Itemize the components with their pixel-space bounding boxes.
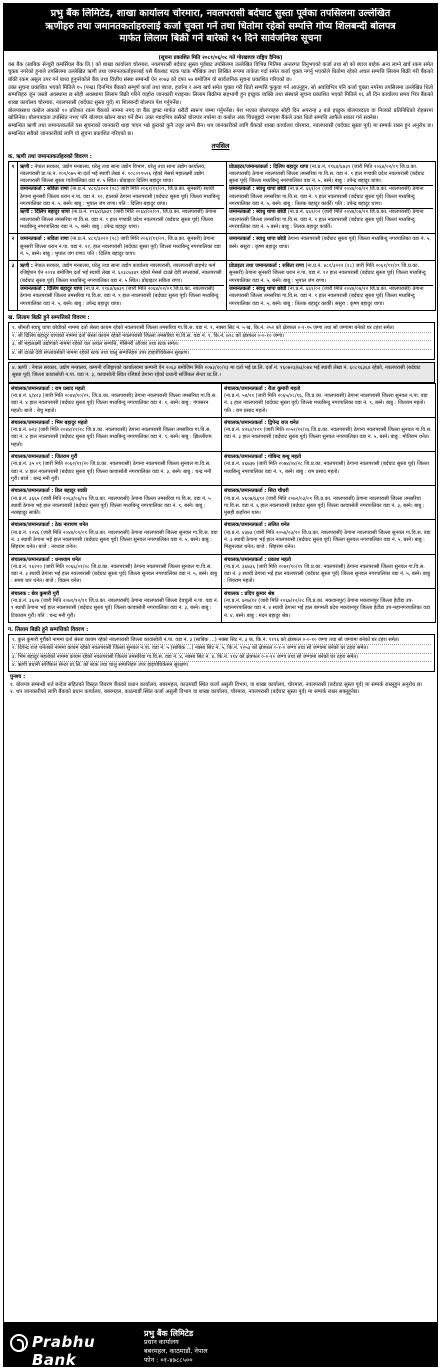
- director-label: संचालक/जमानतकर्ता : द्विपेन्द्र राज थनेत: [224, 419, 299, 426]
- borrower-cell-left: [18, 261, 227, 311]
- section-lands-heading: ख. लिलाम बिक्री हुने सम्पत्तिको विवरण :: [8, 314, 90, 321]
- footer: [4, 1322, 437, 1366]
- directors-table: [8, 383, 436, 623]
- borrower-cell-left: [18, 161, 227, 234]
- director-label: संचालक : छेत्र कुमारी गुरौं: [11, 590, 59, 597]
- party-label: प्रोप्राइटर तथा जमानतकर्ता : सबिता राणा: [229, 263, 304, 270]
- footer-office: प्रधान कार्यालय: [144, 1338, 179, 1346]
- party-entry: [229, 285, 433, 308]
- director-cell-left: [9, 554, 222, 588]
- note-item: २. थप जानकारीको लागि बैंकको प्रधान कार्यालय, बबरमहल, काठमाडौं स्थित कर्जा असुली विभाग वा शाखा कार्यालय, चोरमारा, नवलपरासी (बर्दघाट सुस्ता पूर्व) मा सम्पर्क राख्न सक्नुहुनेछ।: [10, 689, 360, 696]
- director-cell-left: [9, 520, 222, 554]
- schedule-title: तपसिल: [211, 141, 230, 150]
- borrower-row: [9, 234, 436, 261]
- director-label: संचालक/जमानतकर्ता : राम प्रसाद महतो: [11, 385, 85, 392]
- header-line-3: मार्फत लिलाम बिक्री गर्ने बारेको १५ दिने सार्वजनिक सूचना: [119, 33, 322, 44]
- director-cell-left: [9, 452, 222, 486]
- section-borrowers-heading: क. ऋणी तथा जमानतकर्ताहरुको विवरण :: [8, 153, 92, 160]
- footer-address: बबरमहल, काठमाडौं, नेपाल: [144, 1347, 208, 1355]
- party-entry: [229, 208, 433, 231]
- party-label: जमानतकर्ता : स्वाधु थापा छोप्री: [229, 209, 287, 216]
- land-item: ४. श्री दाउन्ने देवी सप्लायर्सको नाममा रहेको स्टक तथा चालु सम्पत्तिहरु उपर हाइपोथिकेसन सुरक्षण।: [12, 349, 190, 356]
- director-cell-right: [222, 383, 436, 417]
- land-item: १. कुल कुमारी गुरौंको नाममा दर्ता श्रेस्ता कायम रहेको नवलपरासी जिल्ला कावासोती न.पा. वडा नं. ३ (साबिक ...) नक्सा सिट नं. ३ क, कि.नं. ११९६ को क्षेत्रफल ०-०-१० जग्गा तथा सो जग्गामा बनेको घर टहरा समेत।: [12, 637, 431, 645]
- lands-list-2: [8, 634, 435, 672]
- director-label: संचालक/जमानतकर्ता : जितराम गुरौं: [11, 454, 78, 461]
- footer-bank-name: प्रभु बैंक लिमिटेड: [144, 1329, 194, 1338]
- borrower-number: ३: [9, 261, 18, 311]
- director-row: [9, 417, 436, 451]
- director-label: संचालक/जमानतकर्ता : ललित थनेत: [224, 522, 290, 529]
- director-details: (ना.प्र.नं. ३६६५ (जारी मिति २०६३/०६/१४ जि.प्र.का. नवलपरासी) ठेगाना जिल्ला तमसरिया गा.वि.स. वडा नं. ५ स्थायी ठेगाना भई हाल नवलपरासी (बर्दघाट सुस्ता पूर्व) जिल्ला मध्यबिन्दु नगरपालिका वडा नं. ९, बस्ने। बाबु : नरबहादुर साकी।: [11, 495, 211, 517]
- director-details: (ना.प्र.नं. ४६०७/६६९२ (जारी मिति २०७२/०३/०९ जि.प्र.का. नवलपरासी) ठेगाना नवलपरासी जिल्ला तमसरिया गा.वि.स. वडा नं. ६ हाल नवलपरासी (बर्दघाट सुस्ता पूर्व) जिल्ला कावासोती नगरपालिका वडा नं. ३, बस्ने। बाबु : मुसही कहाँरान थारु।: [224, 495, 425, 517]
- header-line-2: ऋणीहरु तथा जमानतकर्ताहरुलाई कर्जा चुक्ता गर्ने तथा धितोमा रहेको सम्पत्ति गोप्य शिलबन्दी बोलपत्र: [45, 20, 396, 32]
- party-label: जमानतकर्ता : दिलिप बहादुर थापा: [20, 285, 83, 292]
- director-cell-left: [9, 588, 222, 622]
- director-cell-right: [222, 417, 436, 451]
- director-details: (ना.प्र.नं. ३६७३६ (जारी मिति २०७१/१०/११ जि.प्र.का. नवलपरासी) ठेगाना नवलपरासी जिल्ला सुनवल गा.वि.स. वडा नं. ३ स्थायी ठेगाना भई हाल नवलपरासी (बर्दघाट सुस्ता पूर्व) जिल्ला सुनवल नगरपालिका वडा नं. ५, बस्ने। बाबु : शिवराम महतो।: [224, 563, 430, 585]
- director-details: (ना.प्र.नं. ५४/२१ (जारी मिति २०६५/०८/१६, जि.प्र.का. नवलपरासी) ठेगाना नवलपरासी जिल्ला सुनवल न.पा. वडा नं. ३ हाल नवलपरासी (बर्दघाट सुस्ता पूर्व) जिल्ला मध्यबिन्दु नगरपालिका वडा नं. ९, बस्ने। बाबु : जितराम महतो। पति : राम प्रसाद महतो।: [224, 392, 428, 414]
- director-row: [9, 520, 436, 554]
- party-details: (ना.प्र.नं. १९६४/६७३९ (जारी मिति २०६४/०२/०९ जि.प्र.का. नवलपरासी) ठेगाना नवलपरासी जिल्ला तमसरिया गा.वि.स. वडा नं. ९ हाल गण्डकी प्रदेश नवलपरासी (बर्दघाट सुस्ता पूर्व) जिल्ला मध्यबिन्दु नगरपालिका वडा नं. ५, बस्ने। बाबु : उपेन्द्र बहादुर थापा।: [229, 163, 425, 185]
- borrower-cell-right: [227, 234, 436, 261]
- section-lands-2-heading: ग. लिलाम बिक्री हुने सम्पत्तिको विवरण :: [8, 626, 89, 633]
- publication-note: (सूचना प्रकाशित मिति २०८१/०६/०८ गते गोरखापत्र राष्ट्रिय दैनिक): [158, 54, 283, 61]
- party-details: (ना.प्र.नं. १९६४/६७३९ (जारी मिति २०६४/०२/०९, जि.प्र.का. नवलपरासी) ठेगाना नवलपरासी जिल्ला तमसरिया गा.वि.स. वडा नं. ९ हाल गण्डकी प्रदेश नवलपरासी (बर्दघाट सुस्ता पूर्व) जिल्ला मध्यबिन्दु नगरपालिका वडा नं. ५, बस्ने। बाबु : उपेन्द्र बहादुर थापा।: [20, 209, 217, 230]
- notice-header: [4, 4, 437, 51]
- company-borrower: ४. ऋणी : नेपाल सरकार, उद्योग मन्त्रालय, कम्पनी रजिष्ट्रारको कार्यालयमा कम्पनी ऐन २०६३ बमोजिम मिति २०७३/१०/२३ मा दर्ता भई प्रा.लि. दर्ता नं. १६०७२३/७३/०७४ भई स्थायी लेखा नं. ६०८९६३६४ रहेको, नवलपरासी (बर्दघाट सुस्ता पूर्व) जिल्ला कावासोती न.पा. वडा नं. ३, कावासोती स्थित रजिष्टर्ड ठेगाना रहेको प्रधानी सर्जिकल सेन्टर प्रा.लि.।: [8, 362, 435, 383]
- borrower-cell-right: [227, 161, 436, 234]
- director-label: संचालक/जमानतकर्ता : भिम बहादुर महतो: [11, 419, 88, 426]
- prabhu-logo-icon: [10, 1334, 28, 1352]
- party-entry: [20, 263, 224, 285]
- party-details: नेपाल सरकार, उद्योग मन्त्रालय, घरेलु तथा साना उद्योग कार्यालय नवलपरासी, नवलपरासी प्राइभेट फर्म रजिष्ट्रेशन ऐन २०१४ बमोजिम दर्ता भई स्थायी लेखा नं. ६०३८७३४९ रहेको मेसर्स दाउन्ने देवी सप्लायर्स, नवलपरासी (बर्दघाट सुस्ता पूर्व) जिल्ला मध्यबिन्दु नगरपालिका वडा नं. ५ स्थित। प्रोप्राइटर सबिता राणा।: [20, 263, 222, 284]
- director-details: (ना.प्र.नं. ४२६०/१२९ (जारी मिति २०५२/१२/२६ जि.प्र.का. नवलपरासी) ठेगाना नवलपरासी जिल्ला सुनवल गा.वि.स. वडा नं. ३ हाल नवलपरासी (बर्दघाट सुस्ता पूर्व) जिल्ला सुनवल नगरपालिका वडा नं. ५, बस्ने। बाबु : मोतिराम थनेत।: [224, 427, 432, 441]
- land-item: २. दिपेन्द्र राज थनेतको नाममा कायम रहेको नवलपरासी जिल्ला सुनवल न.पा. वडा नं. ५ (साबिक ...) नक्सा सिट नं. ५, कि.नं. १२५३ को क्षेत्रफल ०-१-० जग्गा तथा सो जग्गामा बनेको घर टहरा समेत।: [12, 645, 431, 653]
- bank-logo: [10, 1332, 130, 1367]
- party-entry: [229, 236, 433, 251]
- land-item: २. श्री दिलिप बहादुर थापाको नाममा दर्ता श्रेस्ता कायम रहेको नवलपरासी जिल्ला तमसरिया गा.वि.स. वडा नं. ९, कि.नं. ७९८ को क्षेत्रफल ०-०-१० जग्गा।: [12, 333, 431, 341]
- director-details: (ना.प्र.नं. ७१७/१२ (जारी मिति २०६७/१२/२८ जि.प्र.का. मकवानपुर) ठेगाना मकवानपुर जिल्ला हेटौंडा उप-महानगरपालिका वडा नं. ४ स्थायी ठेगाना भई हाल बागमती प्रदेश मकवानपुर जिल्ला हेटौंडा उप-महानगरपालिका वडा नं. ४, बस्ने। बाबु : मदन बहादुर श्रेष्ठ।: [224, 598, 431, 619]
- director-row: [9, 452, 436, 486]
- notes: [8, 674, 435, 697]
- party-details: (ना.प्र.नं. ४८१/३२२२ (१८) जारी मिति २०६१/११/०९, जि.प्र.का. सुनसरी) स्थायी ठेगाना सुनसरी जिल्ला धरान न.पा. वडा नं. १२, हालको ठेगाना नवलपरासी (बर्दघाट सुस्ता पूर्व) जिल्ला मध्यबिन्दु नगरपालिका वडा नं. ५, बस्ने। बाबु : भुपाल जंग राणा। पति : दिलिप बहादुर थापा।: [20, 186, 220, 208]
- party-label: जमानतकर्ता : सविता राणा: [20, 186, 69, 193]
- party-entry: [229, 164, 433, 186]
- director-label: संचालक/जमानतकर्ता : धनश्याम थनेत: [11, 556, 81, 563]
- director-cell-left: [9, 486, 222, 520]
- intro-paragraph: सम्बन्धित ऋणी तथा जमानतकर्ताले यस सूचनाको जानकारी थाहा पाएन भन्ने कुराको कुनै उजुर लाग्ने छैन। थप जानकारीको लागि बैंकको शाखा कार्यालय चोरमारा, नवलपरासी (बर्दघाट सुस्ता पूर्व) मा सम्पर्क राख्न हुन अनुरोध छ। सम्बन्धित सबैको जानकारीको लागि यो सूचना प्रकाशित गरिएको छ।: [8, 123, 433, 137]
- director-details: (ना.प्र.नं. ६/४२३ (जारी मिति २०४४/१०/२९, जि.प्र.का. नवलपरासी) ठेगाना नवलपरासी जिल्ला तमसरिया गा.वि.स. वडा नं. ४ हाल नवलपरासी (बर्दघाट सुस्ता पूर्व) जिल्ला मध्यबिन्दु नगरपालिका वडा नं. ९, बस्ने। बाबु : गंगासरन महतो। बाजे : बेचु महतो।: [11, 392, 217, 414]
- director-cell-left: [9, 417, 222, 451]
- borrower-number: २: [9, 234, 18, 261]
- party-label: जमानतकर्ता : स्वाधु थापा छोप्री: [229, 285, 287, 292]
- borrower-number: १: [9, 161, 18, 234]
- party-details: (ना.प्र.नं. ६६१/०२ (जारी मिति २०४४/०४/२२ जि.प्र.का. नवलपरासी) ठेगाना नवलपरासी जिल्ला तमसरिया गा.वि.स. वडा नं. ९ हाल नवलपरासी (बर्दघाट सुस्ता पूर्व) जिल्ला मध्यबिन्दु नगरपालिका वडा नं. ५, बस्ने। बाबु : तिलक बहादुर कार्की। ससुरा : कृष्ण बहादुर थापा।: [229, 285, 424, 307]
- director-details: (ना.प्र.नं. ४३७३ (जारी मिति २०५४/०३/२० जि.प्र.का. नवलपरासी) ठेगाना नवलपरासी जिल्ला सुनवल गा.वि.स. वडा नं. ३ स्थायी ठेगाना भई हाल नवलपरासी (बर्दघाट सुस्ता पूर्व) जिल्ला सुनवल नगरपालिका वडा नं. ५, बस्ने। बाबु : मिसुनलाल थनेत। बाजे : सिंहराम थनेत।: [224, 529, 431, 551]
- intro-text: [4, 62, 437, 139]
- director-label: संचालक/जमानतकर्ता : प्रकाश महतो: [224, 556, 291, 563]
- director-cell-right: [222, 486, 436, 520]
- director-row: [9, 588, 436, 622]
- director-details: (ना.प्र.नं. १२४६ (जारी मिति २०४४/०१/०९ जि.प्र.का. नवलपरासी) ठेगाना नवलपरासी जिल्ला सुनवल गा.वि.स. वडा नं. ३ स्थायी ठेगाना भई हाल नवलपरासी (बर्दघाट सुस्ता पूर्व) जिल्ला सुनवल नगरपालिका वडा नं. ५, बस्ने। बाबु : सिंहराम थनेत। बाजे : नरध्वज थनेत।: [11, 529, 218, 551]
- director-label: संचालक/जमानतकर्ता : सिरा चौधरी: [224, 488, 289, 495]
- director-cell-right: [222, 452, 436, 486]
- director-label: संचालक/जमानतकर्ता : डिल बहादुर साकी: [11, 488, 88, 495]
- party-details: (ना.प्र.नं. ४८१/३२२२ (१८) जारी मिति २०६१/११/०९ जि.प्र.का. सुनसरी) ठेगाना सुनसरी जिल्ला धरान न.पा. वडा नं. १२ हाल नवलपरासी (बर्दघाट सुस्ता पूर्व) जिल्ला मध्यबिन्दु नगरपालिका वडा नं. ५, बस्ने। बाबु : भुपाल जंग राणा।: [229, 263, 426, 284]
- party-entry: [20, 236, 224, 258]
- intro-paragraph: बोलपत्रसाथ कबोल अंकको १० प्रतिशत रकम बैंकको नाममा नगद वा बैंक ड्राफ्ट मार्फत धरौटी स्वरूप जम्मा गर्नुपर्नेछ। पेश भएका बोलपत्रहरु सोही दिन अपरान्ह ३ बजे इच्छुक बोलपत्रदाता वा निजको प्रतिनिधिको रोहबरमा खोलिनेछ। बोलपत्रदाता उपस्थित नभए पनि बोलपत्र खोल्न बाधा पर्ने छैन। उक्त म्यादभित्र कसैको बोलपत्र नपरेमा वा कबोल अंक चित्तबुझ्दो नभएमा बैंकले उक्त धितो सम्पत्ति आफैले सकार गर्न सक्नेछ।: [8, 107, 433, 122]
- party-entry: [20, 208, 224, 231]
- director-details: (ना.प्र.नं. ३६२७ (जारी मिति २०७१/१२/१९ जि.प्र.का. नवलपरासी) ठेगाना नवलपरासी जिल्ला देवचुली न.पा. वडा नं. ९ स्थायी ठेगाना भई हाल नवलपरासी (बर्दघाट सुस्ता पूर्व) जिल्ला कावासोती नगरपालिका वडा नं. ३, बस्ने। बाबु : टिकाराम गुरौं। पति : चन्द्र मनी गुरौं।: [11, 598, 219, 619]
- footer-phone: फोन : ०१-४७८८५००: [144, 1356, 193, 1364]
- land-item: १. श्रीमती स्वाधु थापा छोप्रीको नाममा दर्ता श्रेस्ता कायम रहेको नवलपरासी जिल्ला तमसरिया गा.वि.स. वडा नं. ९, नक्सा सिट नं. ५ ख, कि.नं. २५२ को क्षेत्रफल ०-१-१५ जग्गा तथा सो जग्गामा बनेको घर टहरा समेत।: [12, 325, 431, 333]
- party-entry: [20, 164, 224, 186]
- party-details: (ना.प्र.नं. १९६४/६७३९ (जारी मिति २०६४/०२/०९ जि.प्र.का. नवलपरासी) ठेगाना नवलपरासी जिल्ला तमसरिया गा.वि.स. वडा नं. ९ हाल नवलपरासी (बर्दघाट सुस्ता पूर्व) जिल्ला मध्यबिन्दु नगरपालिका वडा नं. ५, बस्ने। बाबु : उपेन्द्र बहादुर थापा।: [20, 285, 219, 307]
- director-row: [9, 486, 436, 520]
- notice-page: [3, 3, 438, 1367]
- party-details: (ना.प्र.नं. ६६१/०२ (जारी मिति २०४४/०४/२२ जि.प्र.का. नवलपरासी) ठेगाना नवलपरासी जिल्ला तमसरिया गा.वि.स. वडा नं. ९ हाल नवलपरासी (बर्दघाट सुस्ता पूर्व) जिल्ला मध्यबिन्दु नगरपालिका वडा नं. ५, बस्ने। बाबु : तिलक बहादुर कार्की। पति : उपेन्द्र बहादुर थापा।: [229, 186, 424, 208]
- director-cell-right: [222, 588, 436, 622]
- director-cell-left: [9, 383, 222, 417]
- party-label: जमानतकर्ता : स्वाधु थापा छोप्री: [229, 186, 287, 193]
- borrower-cell-right: [227, 261, 436, 311]
- director-label: संचालक/जमानतकर्ता : ठेक नारायण थनेत: [11, 522, 88, 529]
- land-item: ४. ऋणी प्रधानी सर्जिकल सेन्टर प्रा.लि. को स्टक तथा चालु सम्पत्तिहरु उपर हाइपोथिकेसन सुरक्षण।: [12, 661, 189, 668]
- director-cell-right: [222, 520, 436, 554]
- party-entry: [229, 263, 433, 285]
- lands-list-1: [8, 322, 435, 360]
- director-row: [9, 383, 436, 417]
- note-item: १. बोलपत्र सम्बन्धी शर्त बन्देज सहितको विस्तृत विवरण बैंकको प्रधान कार्यालय, बबरमहल, काठमाडौं स्थित कर्जा असुली विभाग, वा शाखा कार्यालय, चोरमारा, नवलपरासी (बर्दघाट सुस्ता पूर्व) मा सम्पर्क राख्नुहुन अनुरोध छ।: [10, 681, 423, 688]
- party-label: ऋणी : दिलिप बहादुर थापा: [20, 209, 70, 216]
- logo-text: Prabhu Bank: [32, 1333, 96, 1367]
- director-details: (ना.प्र.नं. ७२३ (जारी मिति २०४४/१२/२८ जि.प्र.का. नवलपरासी) ठेगाना नवलपरासी जिल्ला तमसरिया गा.वि.स. वडा नं. ४ हाल नवलपरासी (बर्दघाट सुस्ता पूर्व) जिल्ला मध्यबिन्दु नगरपालिका वडा नं. ९, बस्ने। बाबु : झिल्लीराम महतो।: [11, 427, 212, 448]
- header-line-1: प्रभु बैंक लिमिटेड, शाखा कार्यालय चोरमारा, नवलपरासी बर्दघाट सुस्ता पूर्वका तपसिलमा उल्लेखित: [50, 8, 391, 19]
- party-details: नेपाल सरकार, उद्योग मन्त्रालय, घरेलु तथा साना उद्योग विभाग, घरेलु तथा साना उद्योग कार्यालय, नवलपरासी प्रा.फ.नं. २०१/०७५ मा दर्ता भई स्थायी लेखा नं. १०८०९९५१६ रहेको मेसर्स महालक्ष्मी उद्योग नवलपरासी जिल्ला सुस्ता गाउँपालिका वडा नं. ५ स्थित। प्रोप्राइटर दिलिप बहादुर थापा।: [20, 163, 206, 185]
- director-label: संचालक/जमानतकर्ता : गोबिन्द बन्धु महतो: [224, 454, 302, 461]
- party-label: जमानतकर्ता : सविता राणा: [20, 236, 69, 243]
- party-entry: [229, 185, 433, 208]
- party-label: प्रोप्राइटर/जमानतकर्ता : दिलिप बहादुर थापा: [229, 163, 309, 170]
- party-label: जमानतकर्ता : स्वाधु थापा छोप्री: [229, 236, 287, 243]
- party-entry: [20, 185, 224, 208]
- intro-paragraph: उक्त सूचना प्रकाशित भएको मितिले १५ (पन्ध्र) दिनभित्र बैंकको सम्पूर्ण कर्जा तथा ब्याज, हर्जाना र अन्य खर्च समेत चुक्ता गरी धितो सम्पत्ति फुकुवा गर्न आउनुहुन, सो अवधिभित्र पनि कर्जा चुक्ता नगरेमा तपसिलमा उल्लेखित धितो सम्पत्तिहरु जुन जस्तो अवस्थामा छ सोही अवस्थामा लिलाम बिक्री गरिने व्यहोरा जानकारी गराइन्छ। लिलाम बिक्रीमा सहभागी हुन इच्छुक व्यक्ति तथा संस्थाले सूचना प्रकाशित भएको मितिले १६ औं दिन कार्यालय समय भित्र बैंकको शाखा कार्यालय चोरमारा, नवलपरासी (बर्दघाट सुस्ता पूर्व) मा शिलबन्दी बोलपत्र पेश गर्नुपर्नेछ।: [8, 84, 433, 107]
- land-item: ३. भिम बहादुर महतोको नाममा कायम रहेको नवलपरासी जिल्ला तमसरिया गा.वि.स. वडा नं. ४, नक्सा सिट नं. ४, कि.नं. ११४ को क्षेत्रफल ०-०-१० जग्गा तथा सो जग्गामा बनेको घर टहरा समेत।: [12, 654, 431, 662]
- borrower-row: [9, 161, 436, 234]
- party-label: ऋणी :: [20, 163, 33, 170]
- land-item: ३. श्री महालक्ष्मी उद्योगको नाममा रहेको चल अचल सम्पत्ति, मेसिनरी औजार तथा स्टक समेत।: [12, 341, 431, 349]
- borrowers-table: [8, 161, 436, 311]
- director-cell-right: [222, 554, 436, 588]
- director-row: [9, 554, 436, 588]
- director-label: संचालक/जमानतकर्ता : रीता कुमारी महतो: [224, 385, 301, 392]
- borrower-cell-left: [18, 234, 227, 261]
- party-details: ठेगाना नवलपरासी (बर्दघाट सुस्ता पूर्व) जिल्ला मध्यबिन्दु नगरपालिका वडा नं. ५, बस्ने। ससुरा : कृष्ण बहादुर थापा।: [229, 236, 431, 250]
- director-label: संचालक : प्रदिप कुमार श्रेष्ठ: [224, 590, 275, 597]
- party-details: (ना.प्र.नं. ४८१/३२२२ (१८) जारी मिति २०६१/११/०९, जि.प्र.का. सुनसरी) ठेगाना सुनसरी जिल्ला धरान न.पा. वडा नं. १२, हाल नवलपरासी (बर्दघाट सुस्ता पूर्व) जिल्ला मध्यबिन्दु नगरपालिका वडा नं. ५, बस्ने। बाबु : भुपाल जंग राणा। पति : दिलिप बहादुर थापा।: [20, 236, 221, 257]
- director-details: (ना.प्र.नं. ३५ ०९ (जारी मिति २०६२/११/२० जि.प्र.का. नवलपरासी) ठेगाना नवलपरासी जिल्ला सुनवल गा.वि.स. वडा नं. ४ हाल नवलपरासी (बर्दघाट सुस्ता पूर्व) जिल्ला कावासोती नगरपालिका वडा नं. ३, बस्ने। बाबु : चन्द्र मनी गुरौं। बाजे : छन्द्र मनी गुरौं।: [11, 461, 212, 482]
- director-details: (ना.प्र.नं. १६२२० (जारी मिति २०६६/०१/०८ जि.प्र.का. नवलपरासी) ठेगाना नवलपरासी जिल्ला सुनवल गा.वि.स. वडा नं. ३ स्थायी ठेगाना भई हाल नवलपरासी (बर्दघाट सुस्ता पूर्व) जिल्ला सुनवल नगरपालिका वडा नं. ५, बस्ने। बाबु : समय धार थनेत। बाजे : विक्रम थनेत।: [11, 563, 217, 585]
- notes-title: पुनश्च :: [10, 674, 26, 681]
- director-details: (ना.प्र.नं. ४६७३७ (जारी मिति २०७४/०४/२८ जि.प्र.का. नवलपरासी) ठेगाना नवलपरासी (बर्दघाट सुस्ता पूर्व) जिल्ला मध्यबिन्दु नगरपालिका वडा नं. ९, बस्ने। बाबु : राम प्रसाद महतो।: [224, 461, 429, 475]
- intro-paragraph: यस बैंक (साबिक सेन्चुरी कमर्सियल बैंक लि.) को शाखा कार्यालय चोरमारा, नवलपरासी बर्दघाट सुस्ता पूर्वबाट तपसिलमा उल्लेखित विभिन्न मितिमा अन्तरगत तिनुभएको कर्जा तथा सो को ब्याज बाहेक अन्य लाग्ने खर्च रकम समेत चुक्ता नगरेको हुनाले तपसिलमा उल्लेखित ऋणी तथा जमानतकर्ताहरुलाई यसै बैंकबाट पटक पटक मौखिक तथा लिखित रूपमा ताकेता गर्दा समेत कर्जा चुक्ता नगर्नु भएकोले धितोमा रहेको अचल सम्पत्ति लिलाम बिक्री गरी बैंकको बाँकी रकम असुल उपर गर्न बाध्य हुनुपरेकोले बैंक तथा वित्तीय संस्था सम्बन्धी ऐन २०७३ को दफा ५७ बमोजिम यो सार्वजनिक सूचना प्रकाशित गरिएको छ।: [8, 61, 433, 83]
- footer-contact: [144, 1329, 208, 1365]
- borrower-row: [9, 261, 436, 311]
- party-label: ऋणी :: [20, 263, 33, 270]
- party-entry: [20, 285, 224, 308]
- party-details: (ना.प्र.नं. ६६१/०२ (जारी मिति २०४४/०४/२२ जि.प्र.का. नवलपरासी) ठेगाना नवलपरासी जिल्ला तमसरिया गा.वि.स. वडा नं. ९ हाल नवलपरासी (बर्दघाट सुस्ता पूर्व) जिल्ला मध्यबिन्दु नगरपालिका वडा नं. ५ बस्ने। बाबु : तिलक बहादुर कार्की।: [229, 209, 424, 230]
